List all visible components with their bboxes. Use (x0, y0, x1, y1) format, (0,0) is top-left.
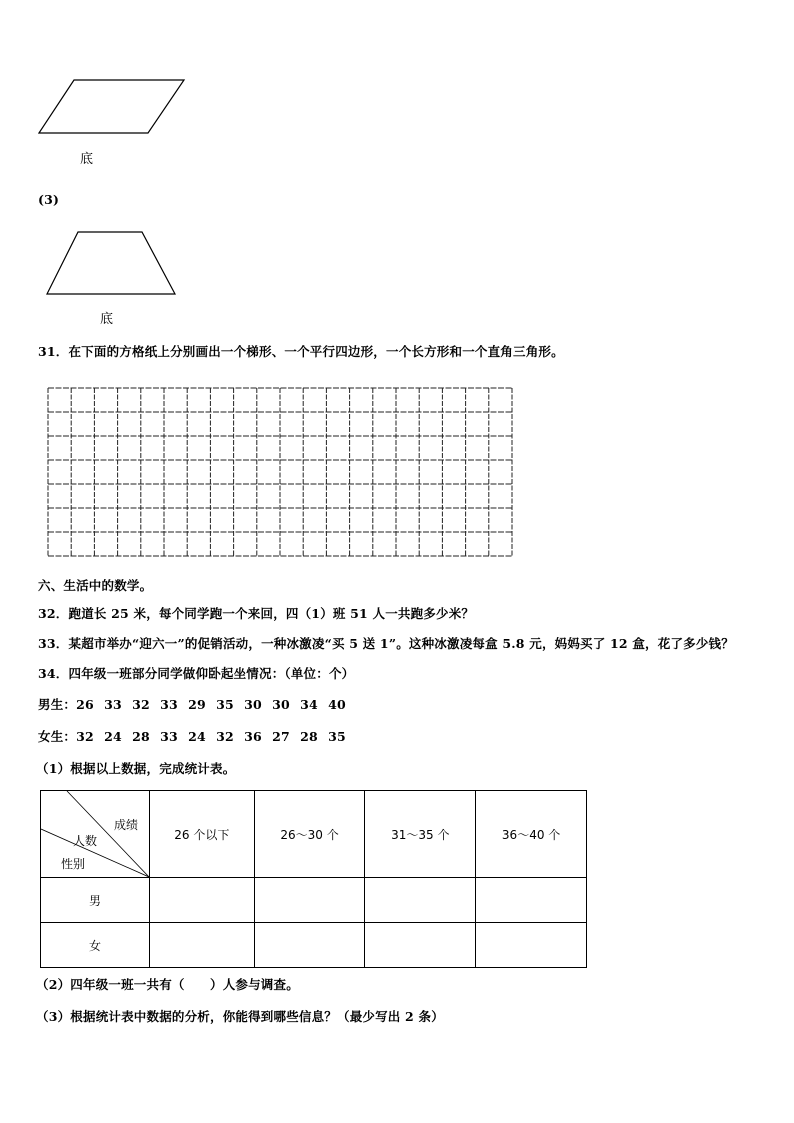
data-value: 34 (300, 697, 318, 712)
table-cell[interactable] (476, 878, 587, 923)
table-corner-cell (41, 791, 150, 878)
item-3-label: (3) (38, 192, 60, 207)
table-cell[interactable] (254, 923, 365, 968)
data-value: 32 (132, 697, 150, 712)
table-row-girls (41, 923, 587, 968)
data-value: 33 (104, 697, 122, 712)
table-row-boys (41, 878, 587, 923)
question-31: 31．在下面的方格纸上分别画出一个梯形、一个平行四边形，一个长方形和一个直角三角形。 (38, 344, 564, 359)
girls-label: 女生： (38, 729, 77, 744)
table-cell[interactable] (365, 878, 476, 923)
section-6-title: 六、生活中的数学。 (38, 578, 153, 593)
table-cell[interactable] (150, 878, 255, 923)
data-value: 32 (216, 729, 234, 744)
row-label-boys: 男 (41, 878, 150, 923)
data-value: 35 (216, 697, 234, 712)
data-value: 29 (188, 697, 206, 712)
sub-question-1: （1）根据以上数据，完成统计表。 (36, 761, 236, 776)
column-header: 31～35 个 (365, 791, 476, 878)
row-label-girls: 女 (41, 923, 150, 968)
data-value: 28 (132, 729, 150, 744)
column-header: 36～40 个 (476, 791, 587, 878)
question-32: 32．跑道长 25 米，每个同学跑一个来回，四（1）班 51 人一共跑多少米？ (38, 606, 475, 621)
column-header: 26～30 个 (254, 791, 365, 878)
data-value: 35 (328, 729, 346, 744)
grid-paper[interactable] (46, 386, 514, 558)
data-value: 24 (188, 729, 206, 744)
data-value: 30 (244, 697, 262, 712)
table-cell[interactable] (150, 923, 255, 968)
statistics-table (40, 790, 587, 968)
data-value: 33 (160, 697, 178, 712)
sub-question-3: （3）根据统计表中数据的分析，你能得到哪些信息？（最少写出 2 条） (36, 1009, 444, 1024)
question-33: 33．某超市举办“迎六一”的促销活动，一种冰激凌“买 5 送 1”。这种冰激凌每盒 5.8 元，妈妈买了 12 盒，花了多少钱？ (38, 636, 734, 651)
data-value: 36 (244, 729, 262, 744)
corner-label-gender: 性别 (61, 857, 86, 871)
corner-label-count: 人数 (73, 834, 98, 848)
sub-question-2: （2）四年级一班一共有（ ）人参与调查。 (36, 977, 299, 992)
data-value: 40 (328, 697, 346, 712)
boys-data-row (38, 697, 356, 713)
trapezoid-figure (45, 230, 179, 296)
data-value: 26 (76, 697, 94, 712)
table-cell[interactable] (365, 923, 476, 968)
corner-label-score: 成绩 (114, 818, 139, 832)
data-value: 30 (272, 697, 290, 712)
question-34: 34．四年级一班部分同学做仰卧起坐情况：（单位：个） (38, 666, 355, 681)
boys-label: 男生： (38, 697, 77, 712)
data-value: 33 (160, 729, 178, 744)
trapezoid-base-label: 底 (100, 312, 114, 327)
data-value: 27 (272, 729, 290, 744)
data-value: 24 (104, 729, 122, 744)
girls-data-row (38, 729, 356, 745)
table-cell[interactable] (254, 878, 365, 923)
parallelogram-figure (38, 78, 188, 136)
column-header: 26 个以下 (150, 791, 255, 878)
table-cell[interactable] (476, 923, 587, 968)
data-value: 28 (300, 729, 318, 744)
data-value: 32 (76, 729, 94, 744)
parallelogram-base-label: 底 (80, 152, 94, 167)
